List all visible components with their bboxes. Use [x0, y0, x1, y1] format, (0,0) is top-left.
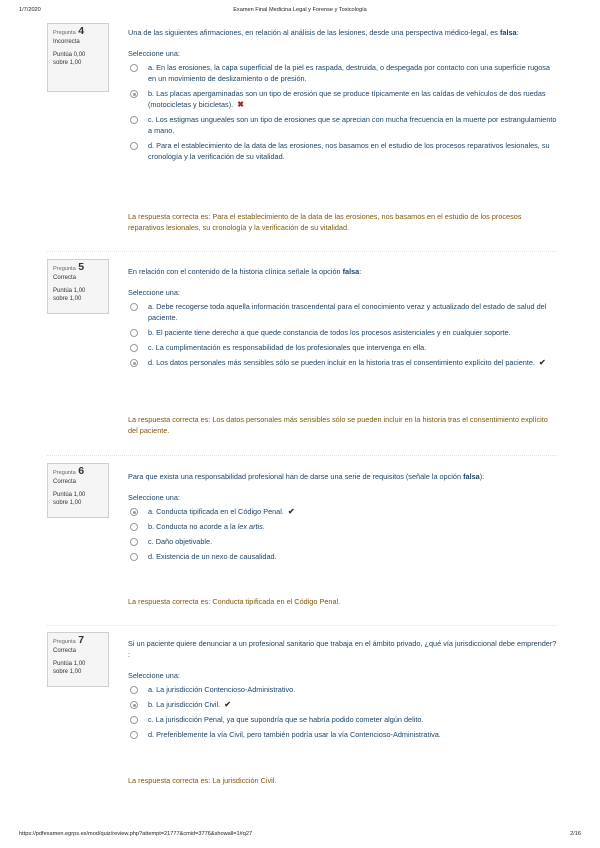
question-text: En relación con el contenido de la historia clínica señale la opción falsa: — [128, 267, 362, 276]
question-content — [128, 471, 558, 566]
question-grade: Puntúa 1,00 sobre 1,00 — [53, 288, 86, 302]
radio-button[interactable] — [130, 64, 138, 72]
answer-option-b[interactable]: b. Conducta no acorde a la lex artis. — [128, 521, 558, 532]
question-text: Si un paciente quiere denunciar a un profesional sanitario que trabaja en el ámbito privado, ¿qué vía jurisdiccional debe emprender? : — [128, 639, 557, 659]
question-content — [128, 27, 558, 166]
question-state: Correcta — [53, 479, 77, 485]
answer-option-b[interactable]: b. La jurisdicción Civil. ✔ — [128, 699, 558, 710]
radio-button[interactable] — [130, 142, 138, 150]
answer-option-c[interactable]: c. La cumplimentación es responsabilidad de los profesionales que intervenga en ella. — [128, 342, 558, 353]
divider — [47, 625, 557, 626]
question-text: Una de las siguientes afirmaciones, en relación al análisis de las lesiones, desde una perspectiva médico-legal, es falsa: — [128, 28, 519, 37]
radio-button[interactable] — [130, 686, 138, 694]
answer-prompt: Seleccione una: — [128, 493, 180, 502]
correct-answer-feedback: La respuesta correcta es: Los datos personales más sensibles sólo se pueden incluir en la historia tras el consentimiento explícito del paciente. — [128, 415, 548, 435]
question-number: Pregunta 6 — [53, 465, 85, 477]
answer-option-a[interactable]: a. En las erosiones, la capa superficial de la piel es raspada, destruida, o despegada por contacto con una superficie rugosa en un movimiento de deslizamiento o de presión. — [128, 62, 558, 84]
question-number: Pregunta 4 — [53, 25, 85, 37]
radio-button[interactable] — [130, 116, 138, 124]
radio-button[interactable] — [130, 538, 138, 546]
question-text: Para que exista una responsabilidad profesional han de darse una serie de requisitos (señale la opción falsa): — [128, 472, 485, 481]
answer-option-a[interactable]: a. La jurisdicción Contencioso-Administrativo. — [128, 684, 558, 695]
answer-option-a[interactable]: a. Conducta tipificada en el Código Penal. ✔ — [128, 506, 558, 517]
check-icon: ✔ — [224, 700, 231, 709]
radio-button[interactable] — [130, 303, 138, 311]
answer-option-c[interactable]: c. Daño objetivable. — [128, 536, 558, 547]
answer-prompt: Seleccione una: — [128, 49, 180, 58]
question-number: Pregunta 5 — [53, 261, 85, 273]
print-header — [19, 7, 581, 13]
check-icon: ✔ — [287, 507, 295, 516]
question-content — [128, 638, 558, 744]
question-info — [47, 259, 109, 314]
correct-answer-feedback: La respuesta correcta es: La jurisdicción Civil. — [128, 776, 277, 785]
answer-option-c[interactable]: c. Los estigmas ungueales son un tipo de erosiones que se aprecian con mucha frecuencia en la muerte por estrangulamiento a mano. — [128, 114, 558, 136]
question-info — [47, 463, 109, 518]
question-grade: Puntúa 1,00 sobre 1,00 — [53, 492, 86, 506]
radio-button[interactable] — [130, 731, 138, 739]
question-grade: Puntúa 0,00 sobre 1,00 — [53, 52, 86, 66]
print-title: Examen Final Medicina Legal y Forense y Toxicología — [233, 7, 367, 13]
question-state: Correcta — [53, 275, 77, 281]
answer-prompt: Seleccione una: — [128, 671, 180, 680]
print-url: https://pdfexamen.egrps.es/mod/quiz/review.php?attempt=21777&cmid=3776&showall=1#q27 — [19, 831, 253, 837]
question-state: Correcta — [53, 648, 77, 654]
answer-option-d[interactable]: d. Los datos personales más sensibles sólo se pueden incluir en la historia tras el consentimiento explícito del paciente. ✔ — [128, 357, 558, 368]
radio-button[interactable] — [130, 329, 138, 337]
answer-option-b[interactable]: b. Las placas apergaminadas son un tipo de erosión que se produce típicamente en las caídas de vehículos de dos ruedas (motocicletas y bicicletas). ✖ — [128, 88, 558, 110]
radio-button[interactable] — [130, 716, 138, 724]
answer-option-c[interactable]: c. La jurisdicción Penal, ya que supondría que se habría podido cometer algún delito. — [128, 714, 558, 725]
divider — [47, 251, 557, 252]
answer-option-d[interactable]: d. Existencia de un nexo de causalidad. — [128, 551, 558, 562]
divider — [47, 455, 557, 456]
radio-button[interactable] — [130, 344, 138, 352]
radio-button[interactable] — [130, 553, 138, 561]
question-state: Incorrecta — [53, 39, 80, 45]
question-info — [47, 23, 109, 92]
answer-option-d[interactable]: d. Preferiblemente la vía Civil, pero también podría usar la vía Contencioso-Administrativa. — [128, 729, 558, 740]
answer-prompt: Seleccione una: — [128, 288, 180, 297]
question-grade: Puntúa 1,00 sobre 1,00 — [53, 661, 86, 675]
print-date: 1/7/2020 — [19, 7, 41, 13]
radio-button-selected[interactable] — [130, 508, 138, 516]
page-number: 2/16 — [570, 831, 581, 837]
correct-answer-feedback: La respuesta correcta es: Para el establecimiento de la data de las erosiones, nos basamos en el estudio de los procesos reparativos lesionales, su cronología y la verificación de su vitalidad. — [128, 212, 522, 232]
radio-button-selected[interactable] — [130, 90, 138, 98]
question-content — [128, 266, 558, 372]
radio-button-selected[interactable] — [130, 701, 138, 709]
check-icon: ✔ — [539, 358, 546, 367]
answer-option-b[interactable]: b. El paciente tiene derecho a que quede constancia de todos los procesos asistenciales y en cualquier soporte. — [128, 327, 558, 338]
incorrect-icon: ✖ — [237, 100, 244, 109]
question-number: Pregunta 7 — [53, 634, 85, 646]
answer-option-a[interactable]: a. Debe recogerse toda aquella información trascendental para el conocimiento veraz y actualizado del estado de salud del paciente. — [128, 301, 558, 323]
answer-option-d[interactable]: d. Para el establecimiento de la data de las erosiones, nos basamos en el estudio de los procesos reparativos lesionales, su cronología y la verificación de su vitalidad. — [128, 140, 558, 162]
radio-button[interactable] — [130, 523, 138, 531]
question-info — [47, 632, 109, 687]
print-footer — [19, 831, 581, 837]
correct-answer-feedback: La respuesta correcta es: Conducta tipificada en el Código Penal. — [128, 597, 341, 606]
radio-button-selected[interactable] — [130, 359, 138, 367]
